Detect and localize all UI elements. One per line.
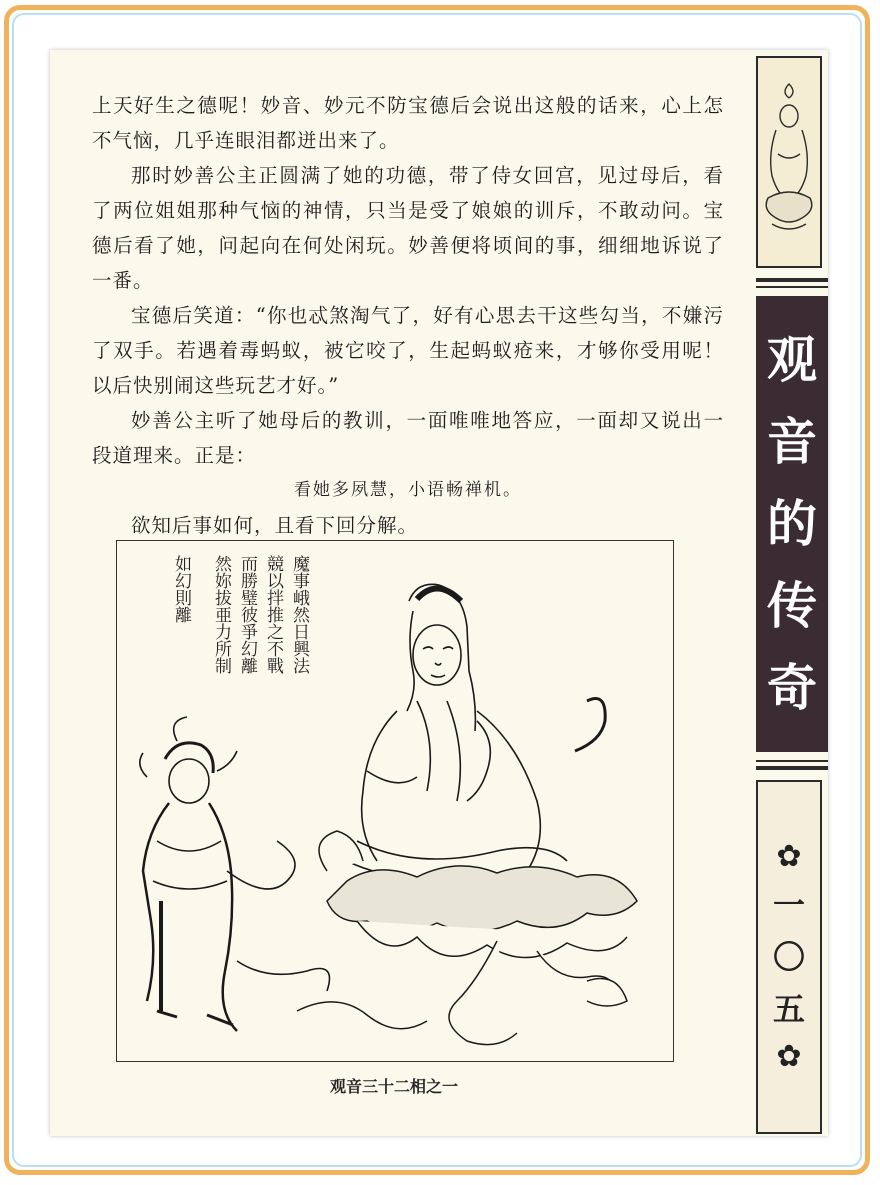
page-number-char-1: 一 xyxy=(772,886,805,924)
inscription-col-5: 如幻則離 xyxy=(171,555,191,623)
book-title-band xyxy=(756,296,828,752)
title-char-4: 传 xyxy=(767,576,817,635)
paragraph-3: 宝德后笑道：“你也忒煞淘气了，好有心思去干这些勾当，不嫌污了双手。若遇着毒蚂蚁，被它咬了，生起蚂蚁疮来，才够你受用呢！以后快别闹这些玩艺才好。” xyxy=(92,304,724,397)
sidebar-rule-bottom xyxy=(756,766,828,770)
paragraph-1: 上天好生之德呢！妙音、妙元不防宝德后会说出这般的话来，心上怎不气恼，几乎连眼泪都迸出来了。 xyxy=(92,94,724,152)
title-char-3: 的 xyxy=(767,494,817,553)
book-page xyxy=(50,50,828,1136)
title-char-1: 观 xyxy=(767,330,817,389)
inscription-col-4: 然妳拔亜力所制 xyxy=(211,555,231,674)
sidebar-rule-top-thin xyxy=(756,286,828,288)
title-char-5: 奇 xyxy=(767,658,817,717)
warrior-figure xyxy=(140,717,330,1031)
page-number-char-2: 〇 xyxy=(772,938,805,976)
flower-icon-bottom: ✿ xyxy=(776,1039,802,1074)
body-text xyxy=(92,88,724,543)
inscription-col-3: 而勝璧彼爭幻離 xyxy=(237,555,257,674)
lotus-clouds xyxy=(297,831,637,1045)
guanyin-emblem-icon xyxy=(758,58,820,266)
inscription-col-2: 競以拌推之不戰 xyxy=(263,555,283,674)
verse-line: 看她多夙慧，小语畅禅机。 xyxy=(294,480,522,500)
illustration-drawing xyxy=(117,541,673,1061)
sidebar-rule-bottom-thin xyxy=(756,760,828,762)
flower-icon-top: ✿ xyxy=(776,839,802,874)
title-char-2: 音 xyxy=(767,412,817,471)
sidebar-rule-top xyxy=(756,278,828,282)
paragraph-2: 那时妙善公主正圆满了她的功德，带了侍女回宫，见过母后，看了两位姐姐那种气恼的神情，只当是受了娘娘的训斥，不敢动问。宝德后看了她，问起向在何处闲玩。妙善便将顷间的事，细细地诉说了一番。 xyxy=(92,164,724,292)
inscription-col-1: 魔事峨然日興法 xyxy=(289,555,309,674)
guanyin-figure xyxy=(347,584,605,881)
illustration-caption: 观音三十二相之一 xyxy=(329,1077,458,1096)
page-number-char-3: 五 xyxy=(772,990,805,1028)
sidebar-guanyin-emblem xyxy=(756,56,822,268)
paragraph-5: 欲知后事如何，且看下回分解。 xyxy=(131,514,419,537)
inscription xyxy=(171,555,310,675)
guanyin-illustration xyxy=(116,540,674,1062)
page-number-panel xyxy=(756,780,822,1134)
paragraph-4: 妙善公主听了她母后的教训，一面唯唯地答应，一面却又说出一段道理来。正是： xyxy=(92,409,724,467)
